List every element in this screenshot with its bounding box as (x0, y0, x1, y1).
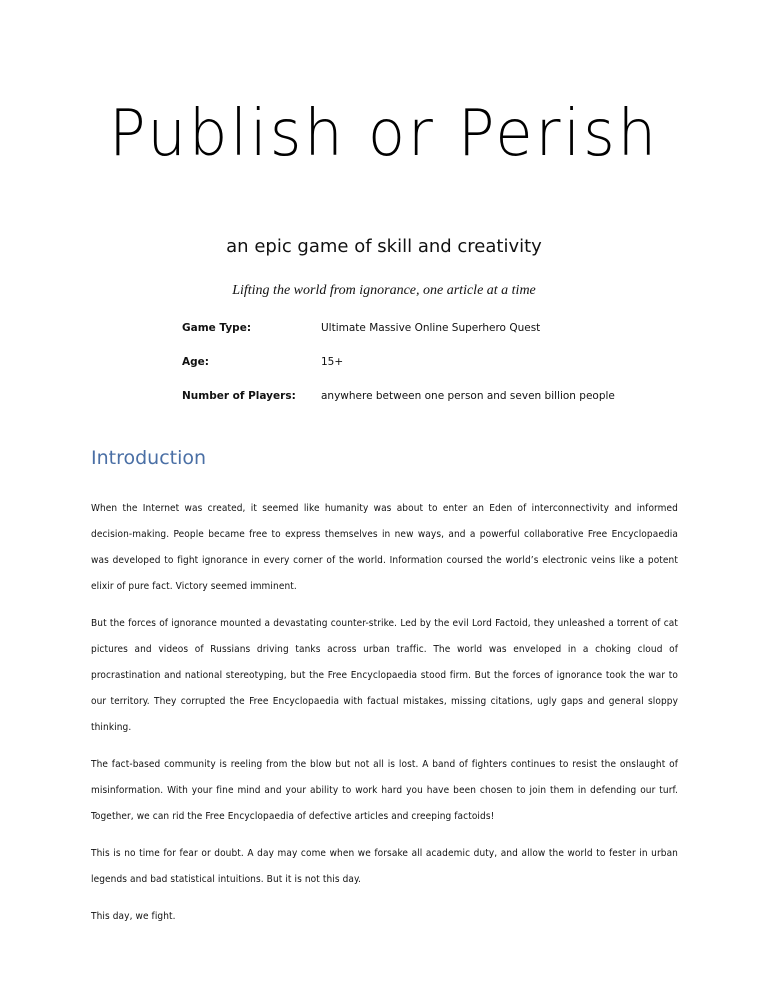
info-value: Ultimate Massive Online Superhero Quest (321, 322, 541, 334)
info-value: 15+ (321, 356, 344, 368)
info-label: Age: (182, 356, 209, 368)
document-subtitle: an epic game of skill and creativity (226, 236, 542, 257)
body-text (91, 496, 678, 941)
info-label: Game Type: (182, 322, 252, 334)
paragraph: This day, we fight. (91, 911, 176, 922)
game-info-table (182, 322, 615, 424)
paragraph: This is no time for fear or doubt. A day may come when we forsake all academic duty, and allow the world to fester in urban legends and bad statistical intuitions. But it is not this day. (91, 848, 678, 885)
document-title: Publish or Perish (108, 97, 660, 171)
info-row-age (182, 356, 615, 390)
info-row-game-type (182, 322, 615, 356)
info-row-players (182, 390, 615, 424)
info-value: anywhere between one person and seven billion people (321, 390, 615, 402)
document-tagline: Lifting the world from ignorance, one article at a time (232, 283, 536, 298)
paragraph: The fact-based community is reeling from the blow but not all is lost. A band of fighters continues to resist the onslaught of misinformation. With your fine mind and your ability to work hard you have been chosen to join them in defending our turf. Together, we can rid the Free Encyclopaedia of defective articles and creeping factoids! (91, 759, 678, 822)
section-heading: Introduction (91, 447, 207, 469)
paragraph: But the forces of ignorance mounted a devastating counter-strike. Led by the evil Lord Factoid, they unleashed a torrent of cat pictures and videos of Russians driving tanks across urban traffic. The world was enveloped in a choking cloud of procrastination and national stereotyping, but the Free Encyclopaedia stood firm. But the forces of ignorance took the war to our territory. They corrupted the Free Encyclopaedia with factual mistakes, missing citations, ugly gaps and general sloppy thinking. (91, 618, 678, 733)
info-label: Number of Players: (182, 390, 296, 402)
paragraph: When the Internet was created, it seemed like humanity was about to enter an Eden of interconnectivity and informed decision-making. People became free to express themselves in new ways, and a powerful collaborative Free Encyclopaedia was developed to fight ignorance in every corner of the world. Information coursed the world’s electronic veins like a potent elixir of pure fact. Victory seemed imminent. (91, 503, 678, 592)
